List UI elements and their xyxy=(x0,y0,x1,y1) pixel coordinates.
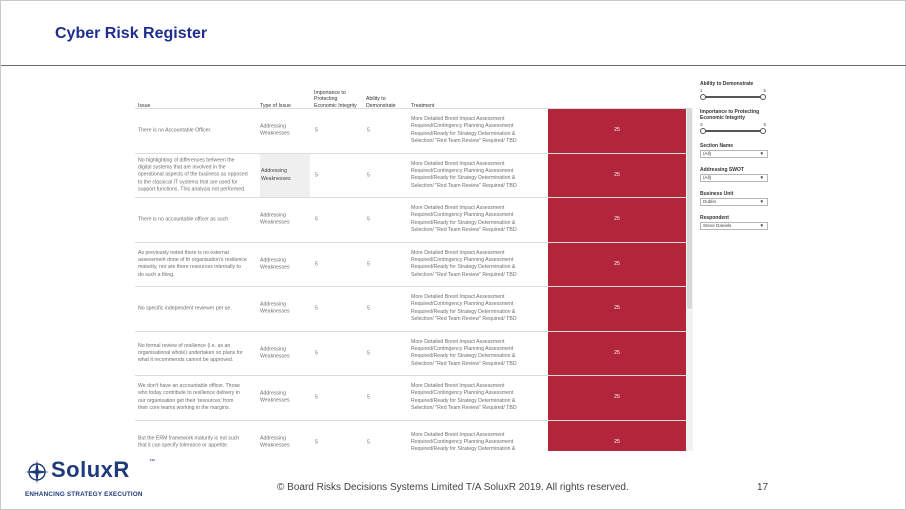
filter-importance-min: 3 xyxy=(700,122,703,127)
issue-cell-line: their core teams working in the margins. xyxy=(138,405,230,412)
issue-cell-line: what it recommends cannot be approved. xyxy=(138,357,234,364)
header-issue[interactable]: Issue xyxy=(138,102,151,109)
chevron-down-icon: ▼ xyxy=(759,175,764,180)
score-cell: 25 xyxy=(548,154,686,198)
treatment-cell-line: Selection/ "Red Team Review" Required/ TBD xyxy=(411,271,517,278)
treatment-cell-line: More Detailed Brexit Impact Assessment xyxy=(411,338,505,345)
treatment-cell-line: Required/Ready for Strategy Determination & xyxy=(411,353,516,360)
chevron-down-icon: ▼ xyxy=(759,151,764,156)
logo-trademark: ™ xyxy=(149,459,155,465)
treatment-cell-line: Required/Contingency Planning Assessment xyxy=(411,257,514,264)
treatment-cell-line: Required/Ready for Strategy Determination & xyxy=(411,309,516,315)
treatment-cell-line: More Detailed Brexit Impact Assessment xyxy=(411,431,505,438)
type-cell xyxy=(260,124,310,139)
slider-handle-high[interactable] xyxy=(760,94,766,100)
type-cell xyxy=(260,346,310,361)
filter-ability-label: Ability to Demonstrate xyxy=(700,81,754,87)
issue-cell-line: to the classical IT systems that are used for xyxy=(138,179,238,186)
score-cell: 25 xyxy=(548,332,686,376)
logo-name: SoluxR xyxy=(51,457,130,482)
treatment-cell-line: Required/Ready for Strategy Determination & xyxy=(411,220,516,226)
issue-cell-line: We don't have an accountable officer. Those xyxy=(138,383,240,390)
issue-cell xyxy=(138,250,260,280)
treatment-cell-line: Required/Contingency Planning Assessment xyxy=(411,168,514,175)
table-row[interactable] xyxy=(135,108,693,153)
filter-importance xyxy=(700,109,790,135)
filter-ability-max: 5 xyxy=(763,88,766,93)
issue-cell-line: There is no Accountable Officer. xyxy=(138,127,212,134)
slider-handle-high[interactable] xyxy=(760,128,766,134)
treatment-cell-line: More Detailed Brexit Impact Assessment xyxy=(411,160,505,167)
score-cell: 25 xyxy=(548,243,686,287)
table-row[interactable] xyxy=(135,153,693,198)
soluxr-logo xyxy=(25,457,185,503)
logo-tagline: ENHANCING STRATEGY EXECUTION xyxy=(25,491,143,498)
compass-star-icon xyxy=(25,460,49,484)
table-row[interactable] xyxy=(135,286,693,331)
treatment-cell xyxy=(411,205,546,235)
filter-importance-max: 5 xyxy=(763,122,766,127)
issue-cell-line: digital systems that are involved in the xyxy=(138,164,226,171)
ability-cell: 5 xyxy=(367,127,370,134)
business-unit-dropdown[interactable] xyxy=(700,198,768,206)
score-cell: 25 xyxy=(548,287,686,331)
issue-cell xyxy=(138,127,260,134)
filter-ability xyxy=(700,81,790,101)
issue-cell-line: No highlighting of differences between the xyxy=(138,156,235,163)
type-cell-line: Weaknesses xyxy=(260,353,290,360)
header-ability-line: Ability to xyxy=(366,96,386,103)
respondent-value: Steve Daniels xyxy=(703,223,732,228)
ability-cell: 5 xyxy=(367,171,370,178)
treatment-cell-line: Required/Ready for Strategy Determination & xyxy=(411,398,516,404)
type-cell-line: Weaknesses xyxy=(260,131,290,137)
treatment-cell-line: Required/Contingency Planning Assessment xyxy=(411,346,514,353)
header-treatment[interactable]: Treatment xyxy=(411,102,435,109)
table-row[interactable] xyxy=(135,331,693,376)
page-number: 17 xyxy=(757,482,769,493)
importance-cell: 5 xyxy=(315,171,318,178)
treatment-cell xyxy=(411,161,546,191)
header-importance-line: Protecting xyxy=(314,96,338,103)
score-cell: 25 xyxy=(548,421,686,452)
type-cell-line: Weaknesses xyxy=(260,398,290,404)
filter-importance-label xyxy=(700,109,790,121)
addressing-swot-dropdown[interactable] xyxy=(700,174,768,182)
treatment-cell-line: Selection/ "Red Team Review" Required/ TBD xyxy=(411,138,517,145)
slider-handle-low[interactable] xyxy=(700,128,706,134)
issue-cell xyxy=(138,216,260,223)
issue-cell-line: support functions. This analysis not performed. xyxy=(138,186,246,193)
header-importance-line: Importance to xyxy=(314,89,346,96)
slider-handle-low[interactable] xyxy=(700,94,706,100)
importance-cell: 5 xyxy=(315,394,318,401)
ability-cell: 5 xyxy=(367,260,370,267)
type-cell-line: Weaknesses xyxy=(260,442,290,449)
importance-cell: 5 xyxy=(315,260,318,267)
filter-importance-label-line: Importance to Protecting xyxy=(700,109,760,115)
importance-cell: 5 xyxy=(315,438,318,445)
issue-cell xyxy=(138,305,260,312)
copyright-footer: © Board Risks Decisions Systems Limited T/A SoluxR 2019. All rights reserved. xyxy=(277,482,629,493)
score-cell: 25 xyxy=(548,109,686,153)
filter-business-unit xyxy=(700,191,790,206)
table-row[interactable] xyxy=(135,197,693,242)
ability-cell: 5 xyxy=(367,394,370,401)
importance-range-slider[interactable] xyxy=(700,127,766,135)
type-cell-line: Addressing xyxy=(260,346,286,353)
slider-track xyxy=(703,96,763,98)
filter-importance-label-line: Economic Integrity xyxy=(700,115,746,121)
issue-cell xyxy=(138,342,260,364)
treatment-cell-line: Required/Contingency Planning Assessment xyxy=(411,390,514,397)
issue-cell xyxy=(138,435,260,450)
treatment-cell-line: Required/Ready for Strategy Determination & xyxy=(411,264,516,271)
issue-cell xyxy=(138,383,260,413)
ability-range-slider[interactable] xyxy=(700,93,766,101)
filter-addressing-swot xyxy=(700,167,790,182)
type-cell-line: Addressing xyxy=(260,257,286,264)
type-cell xyxy=(260,391,310,406)
type-cell-line: Weaknesses xyxy=(260,220,290,226)
filter-panel xyxy=(700,81,790,230)
type-cell-line: Weaknesses xyxy=(260,309,290,315)
treatment-cell-line: Required/Ready for Strategy Determination & xyxy=(411,446,516,451)
type-cell xyxy=(260,154,310,198)
treatment-cell-line: More Detailed Brexit Impact Assessment xyxy=(411,205,505,212)
table-row[interactable] xyxy=(135,375,693,420)
table-scrollbar[interactable] xyxy=(686,109,693,451)
respondent-dropdown[interactable] xyxy=(700,222,768,230)
table-header xyxy=(135,81,693,109)
header-importance-line: Economic Integrity xyxy=(314,102,357,109)
type-cell xyxy=(260,213,310,228)
score-cell: 25 xyxy=(548,376,686,420)
filter-addressing-swot-label: Addressing SWOT xyxy=(700,167,744,173)
type-cell-line: Addressing xyxy=(260,390,286,397)
treatment-cell xyxy=(411,116,546,146)
treatment-cell-line: More Detailed Brexit Impact Assessment xyxy=(411,249,505,256)
treatment-cell xyxy=(411,339,546,369)
issue-cell-line: No formal review of resilience (i.e. as an xyxy=(138,342,231,349)
type-cell-content xyxy=(261,168,291,183)
filter-ability-min: 1 xyxy=(700,88,703,93)
slide-title: Cyber Risk Register xyxy=(55,25,208,42)
importance-cell: 5 xyxy=(315,305,318,312)
treatment-cell-line: More Detailed Brexit Impact Assessment xyxy=(411,294,505,301)
type-cell xyxy=(260,257,310,272)
type-cell-line: Addressing xyxy=(260,123,286,130)
business-unit-value: Dublin xyxy=(703,199,717,204)
filter-respondent xyxy=(700,215,790,230)
treatment-cell xyxy=(411,294,546,324)
treatment-cell-line: Required/Ready for Strategy Determination & xyxy=(411,175,516,182)
treatment-cell-line: Required/Contingency Planning Assessment xyxy=(411,123,514,130)
score-cell: 25 xyxy=(548,198,686,242)
issue-cell-line: maturity, nor are there resources internally to xyxy=(138,264,241,271)
treatment-cell-line: Required/Ready for Strategy Determination & xyxy=(411,131,516,137)
section-name-dropdown[interactable] xyxy=(700,150,768,158)
chevron-down-icon: ▼ xyxy=(759,223,764,228)
treatment-cell-line: Required/Contingency Planning Assessment xyxy=(411,301,514,308)
treatment-cell-line: More Detailed Brexit Impact Assessment xyxy=(411,383,505,390)
importance-cell: 5 xyxy=(315,216,318,223)
type-cell-line: Addressing xyxy=(261,168,287,175)
table-row[interactable] xyxy=(135,242,693,287)
treatment-cell-line: More Detailed Brexit Impact Assessment xyxy=(411,116,505,123)
issue-cell-line: do such a thing. xyxy=(138,271,175,278)
treatment-cell xyxy=(411,250,546,280)
type-cell-line: Addressing xyxy=(260,212,286,219)
type-cell-line: Addressing xyxy=(260,301,286,308)
issue-cell-line: organisational whole) undertaken so plans for xyxy=(138,349,243,356)
risk-register-table xyxy=(135,81,693,451)
table-row[interactable] xyxy=(135,420,693,452)
treatment-cell-line: Selection/ "Red Team Review" Required/ TBD xyxy=(411,360,517,367)
type-cell xyxy=(260,302,310,317)
issue-cell-line: No specific independent reviewer per se. xyxy=(138,305,232,312)
treatment-cell-line: Required/Contingency Planning Assessment xyxy=(411,212,514,219)
type-cell xyxy=(260,435,310,450)
issue-cell-line: assessment done of th organisation's resilience xyxy=(138,257,247,264)
header-importance[interactable] xyxy=(314,90,357,109)
ability-cell: 5 xyxy=(367,349,370,356)
header-type-of-issue[interactable]: Type of Issue xyxy=(260,102,291,109)
slider-track xyxy=(703,130,763,132)
ability-cell: 5 xyxy=(367,216,370,223)
importance-cell: 5 xyxy=(315,127,318,134)
treatment-cell-line: Required/Contingency Planning Assessment xyxy=(411,438,514,445)
type-cell-line: Addressing xyxy=(260,435,286,442)
treatment-cell xyxy=(411,383,546,413)
chevron-down-icon: ▼ xyxy=(759,199,764,204)
issue-cell-line: operational aspects of the business as opposed xyxy=(138,171,248,178)
issue-cell-line: There is no accountable officer as such xyxy=(138,216,229,223)
issue-cell-line: that it can specify tolerance or appetite. xyxy=(138,442,229,449)
filter-respondent-label: Respondent xyxy=(700,215,729,221)
type-cell-line: Weaknesses xyxy=(261,175,291,182)
filter-business-unit-label: Business Unit xyxy=(700,191,734,197)
addressing-swot-value: (All) xyxy=(703,175,712,180)
scrollbar-thumb[interactable] xyxy=(687,109,692,309)
issue-cell-line: our organisation get their 'resources' from xyxy=(138,398,234,404)
ability-cell: 5 xyxy=(367,438,370,445)
ability-cell: 5 xyxy=(367,305,370,312)
treatment-cell-line: Selection/ "Red Team Review" Required/ TBD xyxy=(411,227,517,234)
type-cell-line: Weaknesses xyxy=(260,264,290,271)
header-ability-line: Demonstrate xyxy=(366,102,396,109)
section-name-value: (All) xyxy=(703,151,712,156)
filter-section-name-label: Section Name xyxy=(700,143,734,149)
treatment-cell-line: Selection/ "Red Team Review" Required/ TBD xyxy=(411,316,517,323)
treatment-cell xyxy=(411,431,546,451)
issue-cell xyxy=(138,157,260,194)
treatment-cell-line: Selection/ "Red Team Review" Required/ TBD xyxy=(411,405,517,412)
title-divider xyxy=(1,65,906,66)
issue-cell-line: But the ERM framework maturity is not such xyxy=(138,435,240,442)
treatment-cell-line: Selection/ "Red Team Review" Required/ TBD xyxy=(411,182,517,189)
issue-cell-line: who today contribute to resilience delivery in xyxy=(138,390,240,397)
filter-section-name xyxy=(700,143,790,158)
importance-cell: 5 xyxy=(315,349,318,356)
issue-cell-line: As previously noted there is no external xyxy=(138,249,229,256)
